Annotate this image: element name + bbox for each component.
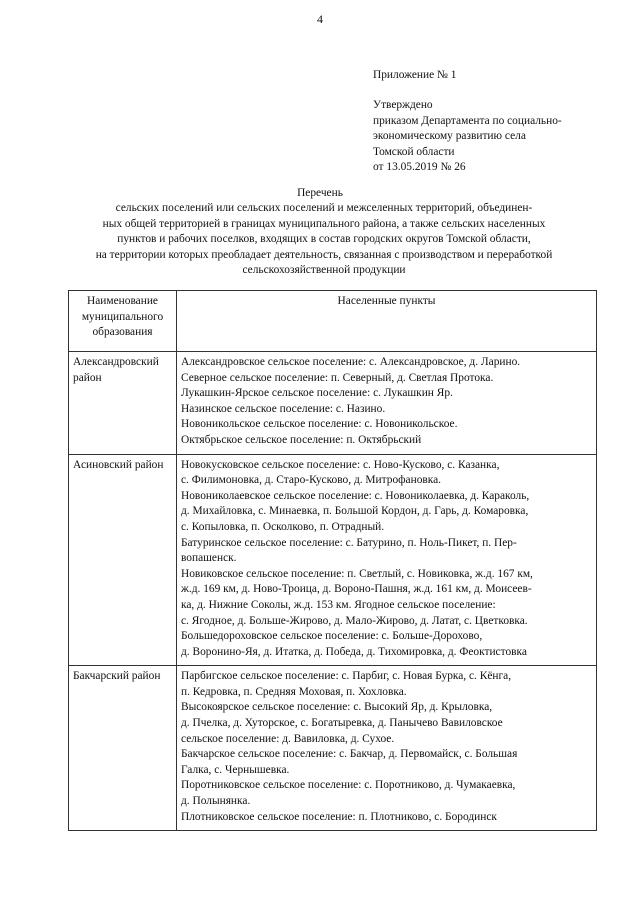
district-line: район [73,371,102,384]
header-line: образования [92,326,153,339]
subtitle-line: на территории которых преобладает деятельность, связанная с производством и переработкой [95,248,553,261]
settlement-line: Назинское сельское поселение: с. Назино. [181,402,386,415]
settlement-line: д. Воронино-Яя, д. Итатка, д. Победа, д. Тихомировка, д. Феоктистовка [181,645,527,658]
settlements-table [68,290,597,831]
settlements-list [177,454,597,666]
settlement-line: ка, д. Нижние Соколы, ж.д. 153 км. Ягодное сельское поселение: [181,598,496,611]
table-row [69,666,597,831]
settlement-line: Высокоярское сельское поселение: с. Высокий Яр, д. Крыловка, [181,701,493,714]
header-settlements: Населенные пункты [177,291,597,352]
approval-line: экономическому развитию села [373,130,526,143]
settlement-line: Поротниковское сельское поселение: с. Поротниково, д. Чумакаевка, [181,779,516,792]
settlement-line: Большедороховское сельское поселение: с. Больше-Дорохово, [181,630,483,643]
subtitle-line: сельскохозяйственной продукции [242,264,406,277]
district-line: Александровский [73,356,159,368]
header-municipality [69,291,177,352]
district-name [69,454,177,666]
settlement-line: Бакчарское сельское поселение: с. Бакчар, д. Первомайск, с. Большая [181,748,518,761]
settlement-line: с. Филимоновка, д. Старо-Кусково, д. Митрофановка. [181,474,442,487]
approval-line: приказом Департамента по социально- [373,114,562,127]
settlement-line: вопашенск. [181,552,237,565]
settlement-line: Октябрьское сельское поселение: п. Октябрьский [181,433,422,446]
table-header-row [69,291,597,352]
table-row [69,454,597,666]
settlement-line: ж.д. 169 км, д. Ново-Троица, д. Вороно-Пашня, ж.д. 161 км, д. Моисеев- [181,583,532,596]
approval-line: Томской области [373,145,455,158]
settlement-line: Лукашкин-Ярское сельское поселение: с. Лукашкин Яр. [181,387,453,400]
approval-line: от 13.05.2019 № 26 [373,161,466,174]
settlement-line: д. Михайловка, с. Минаевка, п. Большой Кордон, д. Гарь, д. Комаровка, [181,505,529,518]
settlements-list [177,352,597,455]
subtitle-line: ных общей территорией в границах муниципального района, а также сельских населенных [102,217,546,230]
settlement-line: Парбигское сельское поселение: с. Парбиг, с. Новая Бурка, с. Кёнга, [181,670,512,683]
settlement-line: п. Кедровка, п. Средняя Моховая, п. Хохловка. [181,685,407,698]
settlements-list [177,666,597,831]
subtitle-line: сельских поселений или сельских поселений и межселенных территорий, объединен- [115,202,533,214]
header-line: Наименование [87,295,158,307]
document-subtitle [50,201,598,279]
settlement-line: Батуринское сельское поселение: с. Батурино, п. Ноль-Пикет, п. Пер- [181,536,517,549]
approval-line: Утверждено [373,99,433,111]
subtitle-line: пунктов и рабочих поселков, входящих в состав городских округов Томской области, [117,233,531,246]
settlement-line: с. Ягодное, д. Больше-Жирово, д. Мало-Жирово, д. Латат, с. Цветковка. [181,614,528,627]
approval-block [373,98,623,176]
district-name [69,352,177,455]
table-body [69,352,597,831]
settlement-line: Новоникольское сельское поселение: с. Новоникольское. [181,418,458,431]
settlement-line: Александровское сельское поселение: с. Александровское, д. Ларино. [181,356,521,368]
settlement-line: Плотниковское сельское поселение: п. Плотниково, с. Бородинск [181,810,497,823]
settlement-line: с. Копыловка, п. Осколково, п. Отрадный. [181,520,385,533]
district-line: Бакчарский район [73,670,161,683]
table-row [69,352,597,455]
settlement-line: Новокусковское сельское поселение: с. Ново-Кусково, с. Казанка, [181,458,500,471]
district-line: Асиновский район [73,458,164,471]
district-name [69,666,177,831]
page-number: 4 [317,12,323,26]
header-line: муниципального [81,310,164,323]
settlement-line: Галка, с. Чернышевка. [181,763,290,776]
settlement-line: д. Полынянка. [181,795,251,808]
appendix-label: Приложение № 1 [373,69,457,81]
settlement-line: сельское поселение: д. Вавиловка, д. Сухое. [181,732,395,745]
settlement-line: Новониколаевское сельское поселение: с. Новониколаевка, д. Караколь, [181,489,530,502]
settlement-line: Новиковское сельское поселение: п. Светлый, с. Новиковка, ж.д. 167 км, [181,567,533,580]
settlement-line: Северное сельское поселение: п. Северный, д. Светлая Протока. [181,371,494,384]
document-title: Перечень [297,187,343,199]
settlement-line: д. Пчелка, д. Хуторское, с. Богатыревка, д. Панычево Вавиловское [181,717,503,730]
